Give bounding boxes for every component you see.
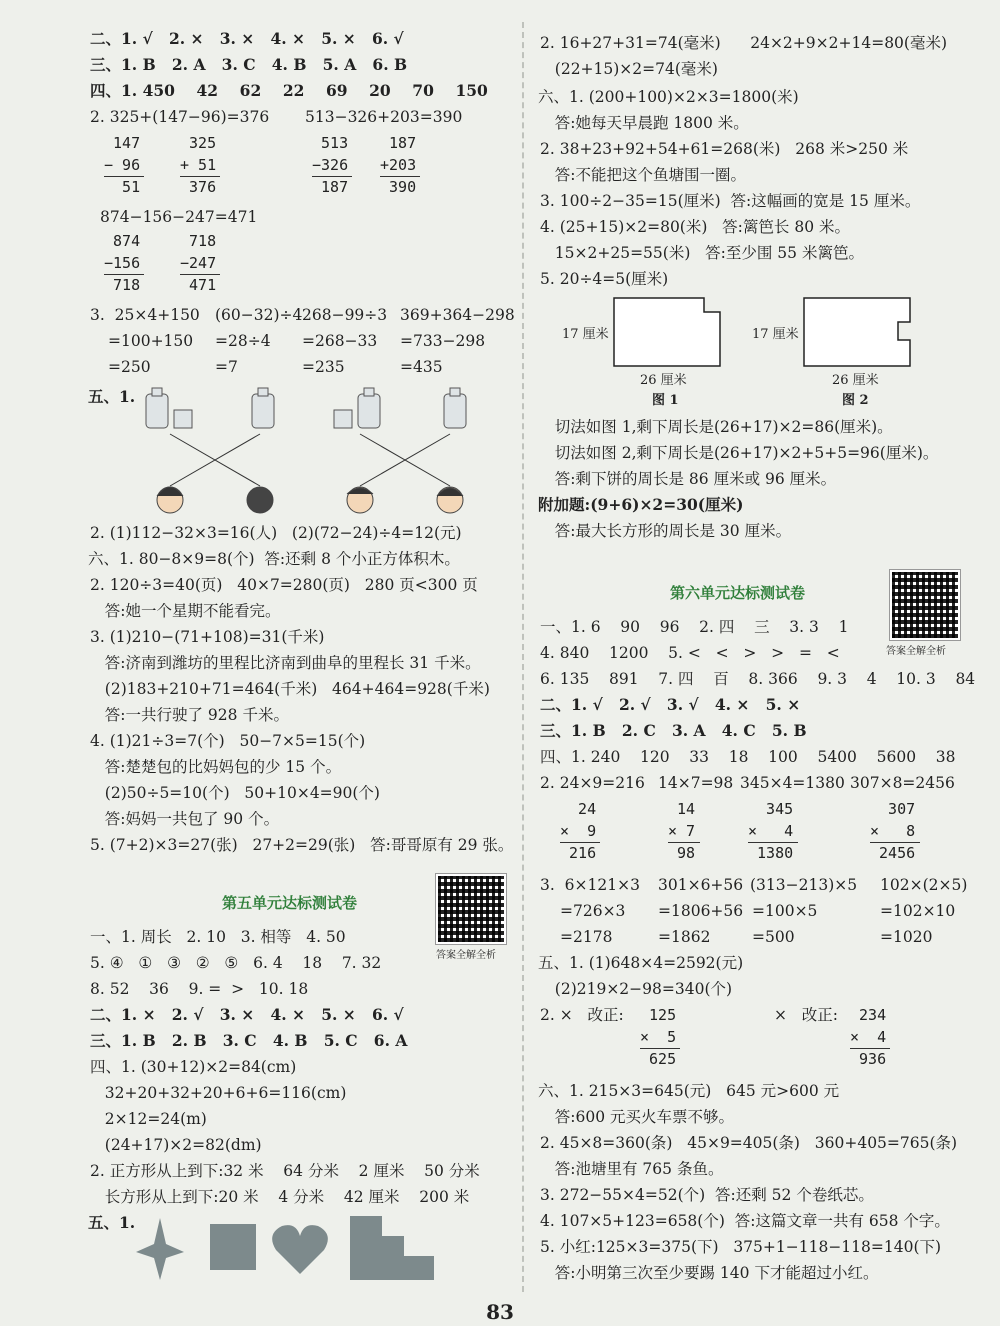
answer-line: 2. 325+(147−96)=376 (90, 108, 270, 126)
figure-label: 26 厘米 (832, 373, 879, 388)
answer-line: 307×8=2456 (850, 774, 955, 792)
vertical-calc: 24 × 9 216 (560, 800, 597, 862)
answer-line: 答:剩下饼的周长是 86 厘米或 96 厘米。 (540, 470, 837, 488)
figure-1 (612, 296, 724, 368)
answer-line: 答:一共行驶了 928 千米。 (90, 706, 289, 724)
answer-line: 答:济南到潍坊的里程比济南到曲阜的里程长 31 千米。 (90, 654, 481, 672)
answer-line: 四、1. 240 120 33 18 100 5400 5600 38 (540, 748, 956, 766)
answer-line: 3. 100÷2−35=15(厘米) 答:这幅画的宽是 15 厘米。 (540, 192, 921, 210)
answer-line: 答:楚楚包的比妈妈包的少 15 个。 (90, 758, 342, 776)
answer-line: 二、1. × 2. √ 3. × 4. × 5. × 6. √ (90, 1005, 404, 1024)
answer-line: (2)50÷5=10(个) 50+10×4=90(个) (90, 784, 380, 802)
answer-line: 4. (1)21÷3=7(个) 50−7×5=15(个) (90, 732, 366, 750)
answer-line: =250 (108, 358, 151, 376)
answer-line: 2. 38+23+92+54+61=268(米) 268 米>250 米 (540, 140, 909, 158)
answer-line: =102×10 (880, 902, 956, 920)
answer-line: 五、1. (1)648×4=2592(元) (538, 954, 744, 972)
answer-line: 5. 小红:125×3=375(下) 375+1−118−118=140(下) (540, 1238, 942, 1256)
figure-caption: 图 1 (652, 393, 679, 408)
figure-label: 17 厘米 (562, 327, 609, 342)
answer-line: 345×4=1380 (740, 774, 845, 792)
figure-label: 17 厘米 (752, 327, 799, 342)
answer-line: 二、1. √ 2. × 3. × 4. × 5. × 6. √ (90, 29, 404, 48)
answer-line: =1806+56 (658, 902, 744, 920)
answer-line: 2×12=24(m) (90, 1110, 207, 1128)
answer-line: =268−33 (302, 332, 378, 350)
answer-line: 874−156−247=471 (100, 208, 258, 226)
answer-line: 答:她一个星期不能看完。 (90, 602, 281, 620)
answer-line: 答:她每天早晨跑 1800 米。 (540, 114, 749, 132)
answer-line: =435 (400, 358, 443, 376)
answer-line: =28÷4 (215, 332, 271, 350)
answer-line: 3. 25×4+150 (90, 306, 200, 324)
answer-line: 答:妈妈一共包了 90 个。 (90, 810, 280, 828)
vertical-calc: 14 × 7 98 (668, 800, 696, 862)
answer-line: =500 (752, 928, 795, 946)
figure-caption: 图 2 (842, 393, 869, 408)
shape-drawings (136, 1214, 436, 1284)
qr-caption: 答案全解全析 (436, 950, 496, 961)
answer-line: =100+150 (108, 332, 194, 350)
answer-line: 15×2+25=55(米) 答:至少围 55 米篱笆。 (540, 244, 864, 262)
section-label: 五、1. (88, 387, 136, 406)
answer-line: 5. 20÷4=5(厘米) (540, 270, 669, 288)
qr-code[interactable] (890, 570, 960, 640)
matching-illustration (140, 386, 480, 516)
answer-line: 3. (1)210−(71+108)=31(千米) (90, 628, 325, 646)
vertical-calc: 718 −247 471 (180, 232, 217, 294)
answer-line: 14×7=98 (658, 774, 734, 792)
answer-line: =100×5 (752, 902, 818, 920)
answer-line: =1862 (658, 928, 711, 946)
answer-line: 8. 52 36 9. = > 10. 18 (90, 980, 309, 998)
answer-line: × 改正: (774, 1006, 838, 1024)
answer-line: 3. 6×121×3 (540, 876, 640, 894)
answer-line: 答:最大长方形的周长是 30 厘米。 (540, 522, 792, 540)
answer-line: (2)219×2−98=340(个) (540, 980, 733, 998)
answer-line: 513−326+203=390 (305, 108, 463, 126)
answer-line: (313−213)×5 (750, 876, 858, 894)
answer-line: 附加题:(9+6)×2=30(厘米) (538, 495, 744, 514)
vertical-calc: 307 × 8 2456 (870, 800, 916, 862)
figure-2 (802, 296, 914, 368)
answer-line: 4. (25+15)×2=80(米) 答:篱笆长 80 米。 (540, 218, 850, 236)
answer-line: 2. × 改正: (540, 1006, 624, 1024)
answer-line: =2178 (560, 928, 613, 946)
answer-line: 六、1. (200+100)×2×3=1800(米) (538, 88, 799, 106)
qr-caption: 答案全解全析 (886, 646, 946, 657)
vertical-calc: 125 × 5 625 (640, 1006, 677, 1068)
answer-line: 2. 45×8=360(条) 45×9=405(条) 360+405=765(条) (540, 1134, 958, 1152)
answer-line: (2)183+210+71=464(千米) 464+464=928(千米) (90, 680, 490, 698)
vertical-calc: 345 × 4 1380 (748, 800, 794, 862)
answer-line: 二、1. √ 2. √ 3. √ 4. × 5. × (540, 695, 801, 714)
answer-line: 四、1. 450 42 62 22 69 20 70 150 (90, 81, 488, 100)
answer-line: 答:不能把这个鱼塘围一圈。 (540, 166, 747, 184)
answer-line: 5. ④ ① ③ ② ⑤ 6. 4 18 7. 32 (90, 954, 382, 972)
answer-line: 三、1. B 2. B 3. C 4. B 5. C 6. A (90, 1031, 408, 1050)
answer-line: 答:池塘里有 765 条鱼。 (540, 1160, 724, 1178)
answer-line: 268−99÷3 (302, 306, 388, 324)
answer-line: 三、1. B 2. A 3. C 4. B 5. A 6. B (90, 55, 408, 74)
answer-line: 一、1. 6 90 96 2. 四 三 3. 3 1 (540, 618, 849, 636)
section-title: 第六单元达标测试卷 (670, 584, 806, 602)
figure-label: 26 厘米 (640, 373, 687, 388)
answer-line: 32+20+32+20+6+6=116(cm) (90, 1084, 347, 1102)
vertical-calc: 325 + 51 376 (180, 134, 217, 196)
answer-line: (22+15)×2=74(毫米) (540, 60, 718, 78)
answer-line: 2. 正方形从上到下:32 米 64 分米 2 厘米 50 分米 (90, 1162, 480, 1180)
answer-line: 六、1. 80−8×9=8(个) 答:还剩 8 个小正方体积木。 (88, 550, 460, 568)
vertical-calc: 187 +203 390 (380, 134, 417, 196)
answer-line: =733−298 (400, 332, 486, 350)
answer-line: 4. 840 1200 5. < < > > = < (540, 644, 840, 662)
answer-line: 切法如图 2,剩下周长是(26+17)×2+5+5=96(厘米)。 (540, 444, 939, 462)
answer-line: =1020 (880, 928, 933, 946)
page-number: 83 (486, 1300, 514, 1324)
section-label: 五、1. (88, 1213, 136, 1232)
answer-line: 四、1. (30+12)×2=84(cm) (90, 1058, 297, 1076)
answer-line: 3. 272−55×4=52(个) 答:还剩 52 个卷纸芯。 (540, 1186, 874, 1204)
vertical-calc: 874 −156 718 (104, 232, 141, 294)
vertical-calc: 234 × 4 936 (850, 1006, 887, 1068)
answer-line: 2. 120÷3=40(页) 40×7=280(页) 280 页<300 页 (90, 576, 478, 594)
answer-line: (24+17)×2=82(dm) (90, 1136, 262, 1154)
answer-line: =726×3 (560, 902, 626, 920)
section-title: 第五单元达标测试卷 (222, 894, 358, 912)
answer-line: 369+364−298 (400, 306, 515, 324)
answer-line: (60−32)÷4 (215, 306, 303, 324)
answer-line: 102×(2×5) (880, 876, 968, 894)
answer-line: 2. (1)112−32×3=16(人) (2)(72−24)÷4=12(元) (90, 524, 462, 542)
vertical-calc: 147 − 96 51 (104, 134, 141, 196)
answer-line: =7 (215, 358, 238, 376)
answer-line: 301×6+56 (658, 876, 744, 894)
answer-line: 6. 135 891 7. 四 百 8. 366 9. 3 4 10. 3 84 (540, 670, 976, 688)
answer-line: 2. 24×9=216 (540, 774, 645, 792)
answer-line: 切法如图 1,剩下周长是(26+17)×2=86(厘米)。 (540, 418, 893, 436)
answer-line: 三、1. B 2. C 3. A 4. C 5. B (540, 721, 807, 740)
answer-line: 4. 107×5+123=658(个) 答:这篇文章一共有 658 个字。 (540, 1212, 950, 1230)
answer-line: 5. (7+2)×3=27(张) 27+2=29(张) 答:哥哥原有 29 张。 (90, 836, 514, 854)
answer-line: =235 (302, 358, 345, 376)
vertical-calc: 513 −326 187 (312, 134, 349, 196)
column-divider (522, 22, 524, 1292)
answer-line: 2. 16+27+31=74(毫米) 24×2+9×2+14=80(毫米) (540, 34, 948, 52)
answer-line: 一、1. 周长 2. 10 3. 相等 4. 50 (90, 928, 346, 946)
answer-line: 长方形从上到下:20 米 4 分米 42 厘米 200 米 (90, 1188, 470, 1206)
answer-line: 答:600 元买火车票不够。 (540, 1108, 735, 1126)
qr-code[interactable] (436, 874, 506, 944)
answer-line: 答:小明第三次至少要踢 140 下才能超过小红。 (540, 1264, 879, 1282)
answer-line: 六、1. 215×3=645(元) 645 元>600 元 (538, 1082, 840, 1100)
